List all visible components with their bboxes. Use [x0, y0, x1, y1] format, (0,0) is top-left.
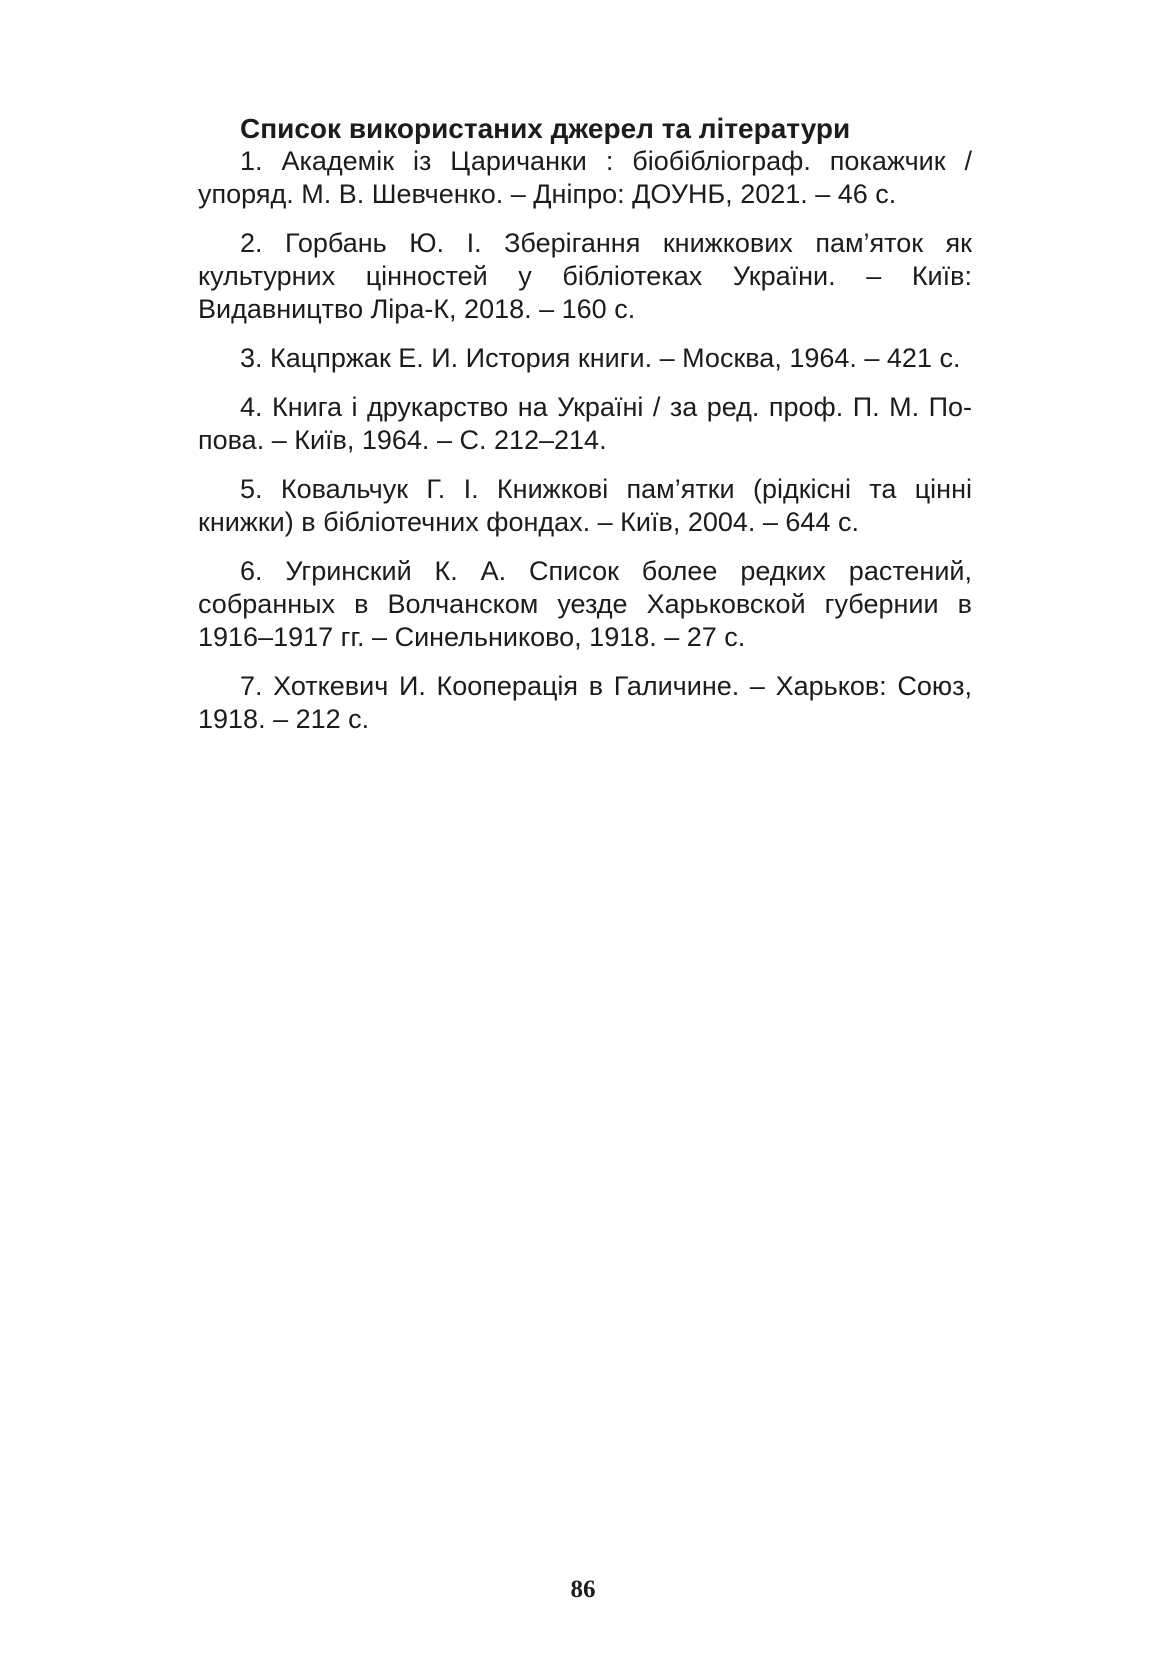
page-number: 86 — [570, 1576, 596, 1603]
bibliography-heading: Список використаних джерел та літератури — [240, 113, 851, 144]
reference-item-7: 7. Хоткевич И. Кооперація в Галичине. – Харьков: Союз, 1918. – 212 с. — [198, 671, 972, 734]
bibliography-section — [198, 112, 972, 752]
reference-item-2: 2. Горбань Ю. І. Зберігання книжкових пам’яток як культурних цінностей у бібліотеках України. – Київ: Видавництво Ліра-К, 2018. – 160 с. — [198, 228, 972, 324]
reference-item-5: 5. Ковальчук Г. І. Книжкові пам’ятки (рідкісні та цінні книжки) в бібліотечних фондах. – Київ, 2004. – 644 с. — [198, 474, 972, 537]
reference-item-4: 4. Книга і друкарство на Україні / за ред. проф. П. М. Попова. – Київ, 1964. – С. 212–214. — [198, 392, 972, 455]
reference-item-1: 1. Академік із Царичанки : біобібліограф. покажчик / упоряд. М. В. Шевченко. – Дніпро: ДОУНБ, 2021. – 46 с. — [198, 146, 972, 209]
reference-item-3: 3. Кацпржак Е. И. История книги. – Москва, 1964. – 421 с. — [240, 343, 961, 373]
reference-item-6: 6. Угринский К. А. Список более редких растений, собранных в Волчанском уезде Харьковской губернии в 1916–1917 гг. – Синельниково, 1918. – 27 с. — [198, 556, 972, 652]
